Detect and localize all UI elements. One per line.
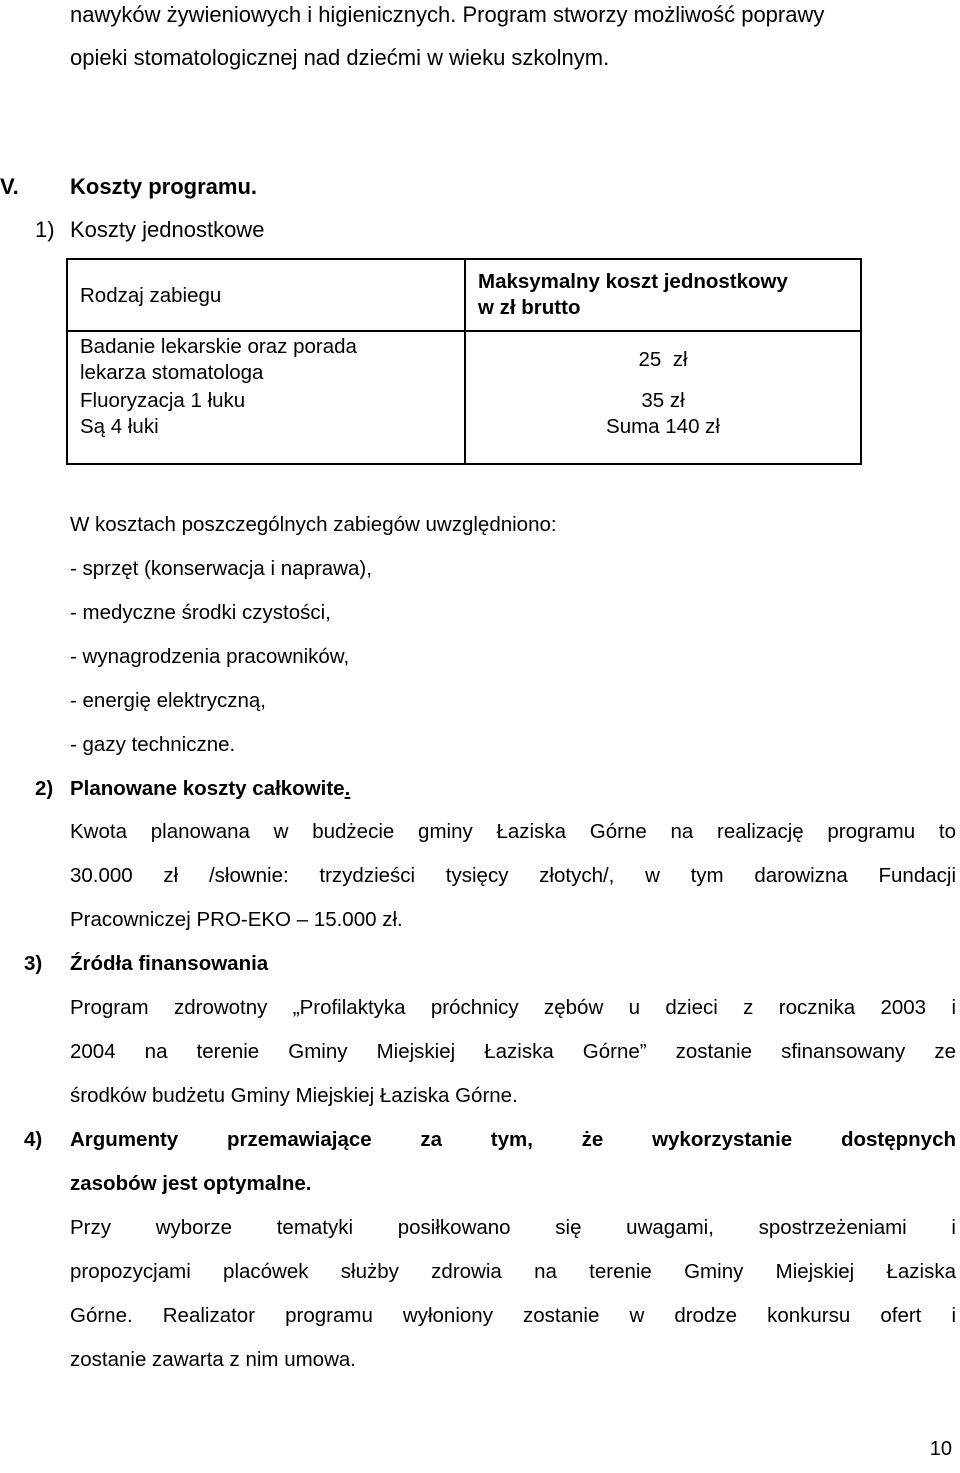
table-cell-text: 25 zł [638,348,688,371]
table-cell-text: Suma 140 zł [606,415,720,438]
intro-line-2: opieki stomatologicznej nad dziećmi w wieku szkolnym. [70,45,610,70]
cost-table [66,258,862,465]
table-header-left: Rodzaj zabiegu [80,284,222,307]
table-cell-text: 35 zł [641,389,685,412]
sub3-line-3: środków budżetu Gminy Miejskiej Łaziska Górne. [70,1084,518,1107]
sub4-line-1: Przy wyborze tematyki posiłkowano się uwagami, spostrzeżeniami i [70,1216,956,1239]
sub4-line-3: Górne. Realizator programu wyłoniony zostanie w drodze konkursu ofert i [70,1304,956,1327]
sub4-number: 4) [24,1128,43,1151]
sub4-title-line-1: Argumenty przemawiające za tym, że wykorzystanie dostępnych [70,1128,956,1151]
sub2-line-2: 30.000 zł /słownie: trzydzieści tysięcy złotych/, w tym darowizna Fundacji [70,864,956,887]
sub3-title: Źródła finansowania [70,952,269,975]
page-number: 10 [929,1438,952,1460]
table-header-right-cell [465,259,861,331]
sub2-title-dot: . [344,777,351,800]
sub2-line-3: Pracowniczej PRO-EKO – 15.000 zł. [70,908,403,931]
sub4-line-4: zostanie zawarta z nim umowa. [70,1348,356,1371]
list-item: - sprzęt (konserwacja i naprawa), [70,557,372,580]
sub4-title-line-2: zasobów jest optymalne. [70,1172,312,1195]
table-cell-text: Badanie lekarskie oraz porada [80,335,357,358]
list-item: - wynagrodzenia pracowników, [70,645,350,668]
table-header-right-line-1: Maksymalny koszt jednostkowy [478,270,788,293]
includes-heading: W kosztach poszczególnych zabiegów uwzględniono: [70,513,557,536]
sub3-line-2: 2004 na terenie Gminy Miejskiej Łaziska Górne” zostanie sfinansowany ze [70,1040,956,1063]
sub3-number: 3) [24,952,43,975]
table-header-left-cell [67,259,465,331]
table-cell-text: Są 4 łuki [80,415,159,438]
list-item: - gazy techniczne. [70,733,236,756]
list-item: - energię elektryczną, [70,689,266,712]
sub2-title: Planowane koszty całkowite [70,777,345,800]
table-cell-text: lekarza stomatologa [80,361,264,384]
list-item: - medyczne środki czystości, [70,601,331,624]
table-cell-text: Fluoryzacja 1 łuku [80,389,246,412]
table-body-left-cell [67,331,465,464]
sub3-line-1: Program zdrowotny „Profilaktyka próchnicy zębów u dzieci z rocznika 2003 i [70,996,956,1019]
sub1-title: Koszty jednostkowe [70,217,265,242]
intro-line-1: nawyków żywieniowych i higienicznych. Program stworzy możliwość poprawy [70,2,825,27]
sub2-line-1: Kwota planowana w budżecie gminy Łaziska Górne na realizację programu to [70,820,956,843]
sub2-number: 2) [35,777,54,800]
table-body-right-cell [465,331,861,464]
section-title: Koszty programu. [70,174,258,199]
sub1-number: 1) [35,217,55,242]
table-header-right-line-2: w zł brutto [478,296,581,319]
section-number: V. [0,174,19,199]
sub4-line-2: propozycjami placówek służby zdrowia na terenie Gminy Miejskiej Łaziska [70,1260,956,1283]
sub2-heading [70,776,350,802]
